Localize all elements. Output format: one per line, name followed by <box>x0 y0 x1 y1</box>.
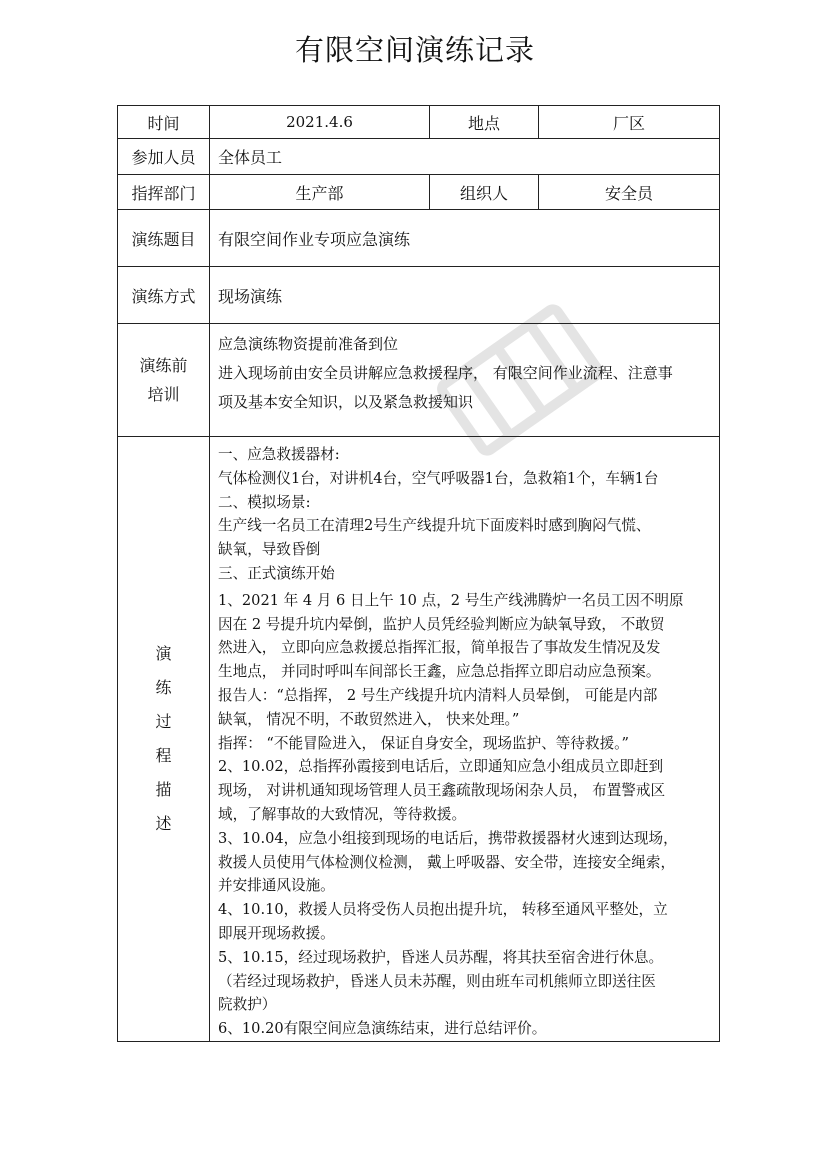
participants-value: 全体员工 <box>210 139 720 175</box>
process-label <box>118 437 210 1042</box>
process-label-char: 程 <box>155 745 172 765</box>
page-title: 有限空间演练记录 <box>294 33 535 67</box>
process-line: 1、2021 年 4 月 6 日上午 10 点，2 号生产线沸腾炉一名员工因不明原 <box>218 591 684 609</box>
training-content <box>210 324 720 437</box>
process-line: 5、10.15，经过现场救护，昏迷人员苏醒，将其扶至宿舍进行休息。 <box>218 948 664 966</box>
table-row-participants <box>118 139 720 175</box>
process-line: 现场， 对讲机通知现场管理人员王鑫疏散现场闲杂人员， 布置警戒区 <box>218 782 666 800</box>
participants-label: 参加人员 <box>118 139 210 175</box>
time-label: 时间 <box>118 106 210 139</box>
dept-value: 生产部 <box>210 175 430 210</box>
process-line: （若经过现场救护，昏迷人员未苏醒，则由班车司机熊师立即送往医 <box>218 972 656 990</box>
process-line: 报告人：“总指挥， 2 号生产线提升坑内清料人员晕倒， 可能是内部 <box>218 686 658 704</box>
table-row-time <box>118 106 720 139</box>
training-label-line1: 演练前 <box>139 356 188 375</box>
table-row-topic <box>118 210 720 267</box>
process-line: 并安排通风设施。 <box>218 877 335 895</box>
process-content <box>210 437 720 1042</box>
process-line: 气体检测仪1台，对讲机4台，空气呼吸器1台，急救箱1个，车辆1台 <box>218 469 659 487</box>
process-label-char: 述 <box>155 813 172 833</box>
table-row-process <box>118 437 720 1042</box>
record-table <box>117 105 720 1042</box>
process-line: 院救护） <box>218 996 277 1014</box>
place-value: 厂区 <box>539 106 720 139</box>
process-label-char: 过 <box>155 711 172 731</box>
organizer-value: 安全员 <box>539 175 720 210</box>
process-label-char: 练 <box>155 677 172 697</box>
method-label: 演练方式 <box>118 267 210 324</box>
training-label <box>118 324 210 437</box>
dept-label: 指挥部门 <box>118 175 210 210</box>
process-line: 指挥： “不能冒险进入， 保证自身安全，现场监护、等待救援。” <box>218 734 629 752</box>
table-row-method <box>118 267 720 324</box>
process-label-char: 描 <box>155 779 172 799</box>
training-line: 项及基本安全知识，以及紧急救援知识 <box>218 393 474 411</box>
process-line: 即展开现场救援。 <box>218 924 335 942</box>
process-line: 缺氧， 情况不明，不敢贸然进入， 快来处理。” <box>218 710 520 728</box>
process-line: 3、10.04，应急小组接到现场的电话后，携带救援器材火速到达现场， <box>218 829 678 847</box>
process-line: 二、模拟场景: <box>218 493 311 511</box>
process-label-char: 演 <box>155 643 172 663</box>
process-line: 然进入， 立即向应急救援总指挥汇报，简单报告了事故发生情况及发 <box>218 639 661 657</box>
training-line: 应急演练物资提前准备到位 <box>218 335 399 353</box>
process-line: 4、10.10，救援人员将受伤人员抱出提升坑， 转移至通风平整处，立 <box>218 901 668 919</box>
process-line: 因在 2 号提升坑内晕倒，监护人员凭经验判断应为缺氧导致， 不敢贸 <box>218 615 665 633</box>
training-label-line2: 培训 <box>147 385 180 404</box>
process-line: 6、10.20有限空间应急演练结束，进行总结评价。 <box>218 1020 547 1038</box>
table-row-training <box>118 324 720 437</box>
place-label: 地点 <box>430 106 539 139</box>
process-line: 缺氧，导致昏倒 <box>218 541 321 559</box>
process-line: 三、正式演练开始 <box>218 564 335 582</box>
process-line: 2、10.02，总指挥孙霞接到电话后，立即通知应急小组成员立即赶到 <box>218 758 664 776</box>
topic-label: 演练题目 <box>118 210 210 267</box>
organizer-label: 组织人 <box>430 175 539 210</box>
method-value: 现场演练 <box>210 267 720 324</box>
process-line: 生产线一名员工在清理2号生产线提升坑下面废料时感到胸闷气慌、 <box>218 517 651 535</box>
process-line: 一、应急救援器材: <box>218 446 340 463</box>
topic-value: 有限空间作业专项应急演练 <box>210 210 720 267</box>
process-line: 生地点， 并同时呼叫车间部长王鑫，应急总指挥立即启动应急预案。 <box>218 663 661 681</box>
time-value: 2021.4.6 <box>210 106 430 139</box>
training-line: 进入现场前由安全员讲解应急救援程序， 有限空间作业流程、注意事 <box>218 364 673 382</box>
process-line: 域，了解事故的大致情况，等待救援。 <box>218 805 467 823</box>
table-row-department <box>118 175 720 210</box>
process-line: 救援人员使用气体检测仪检测， 戴上呼吸器、安全带，连接安全绳索， <box>218 853 676 871</box>
